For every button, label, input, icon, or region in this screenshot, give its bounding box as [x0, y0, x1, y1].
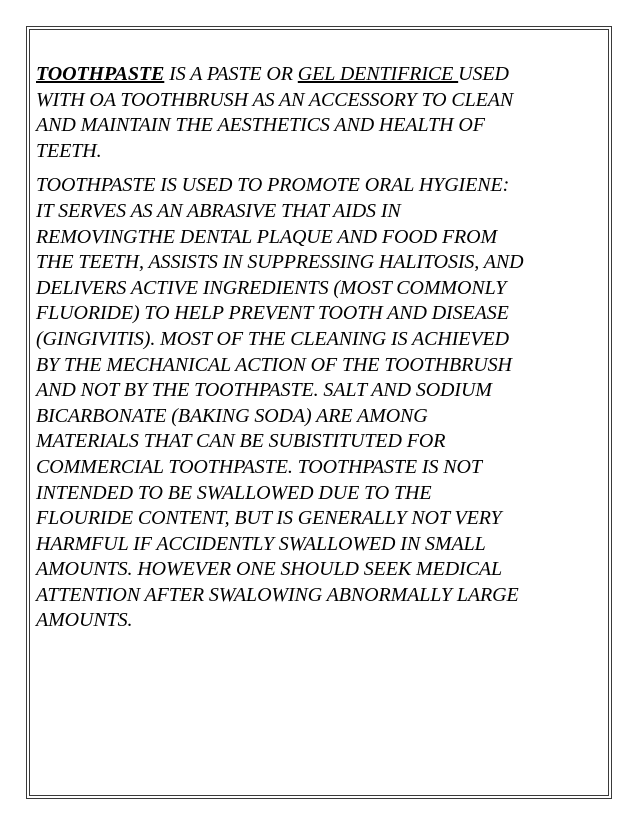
- paragraph-usage: [36, 173, 606, 634]
- underlined-term: GEL DENTIFRICE: [297, 63, 459, 85]
- paragraph-line: TOOTHPASTE IS USED TO PROMOTE ORAL HYGIENE:: [36, 174, 510, 197]
- paragraph-line: THE TEETH, ASSISTS IN SUPPRESSING HALITOSIS, AND: [36, 251, 524, 274]
- paragraph-line: IT SERVES AS AN ABRASIVE THAT AIDS IN: [36, 199, 401, 222]
- paragraph-line: AND MAINTAIN THE AESTHETICS AND HEALTH OF: [36, 114, 485, 137]
- paragraph-line: WITH OA TOOTHBRUSH AS AN ACCESSORY TO CLEAN: [36, 88, 514, 111]
- paragraph-line: AMOUNTS. HOWEVER ONE SHOULD SEEK MEDICAL: [36, 558, 502, 581]
- paragraph-line: COMMERCIAL TOOTHPASTE. TOOTHPASTE IS NOT: [36, 455, 482, 478]
- paragraph-line: (GINGIVITIS). MOST OF THE CLEANING IS ACHIEVED: [36, 327, 509, 350]
- paragraph-line: FLUORIDE) TO HELP PREVENT TOOTH AND DISEASE: [36, 302, 509, 325]
- paragraph-line: INTENDED TO BE SWALLOWED DUE TO THE: [36, 481, 432, 504]
- line-text: IS A PASTE OR: [164, 63, 298, 85]
- paragraph-line: BY THE MECHANICAL ACTION OF THE TOOTHBRUSH: [36, 353, 512, 376]
- document-body: [36, 62, 606, 634]
- paragraph-line: REMOVINGTHE DENTAL PLAQUE AND FOOD FROM: [36, 225, 498, 248]
- paragraph-line: HARMFUL IF ACCIDENTLY SWALLOWED IN SMALL: [36, 532, 486, 555]
- paragraph-line: BICARBONATE (BAKING SODA) ARE AMONG: [36, 404, 428, 427]
- term-toothpaste: TOOTHPASTE: [36, 63, 165, 85]
- line-text: USED: [458, 63, 509, 85]
- paragraph-line: DELIVERS ACTIVE INGREDIENTS (MOST COMMONLY: [36, 276, 507, 299]
- paragraph-line: ATTENTION AFTER SWALOWING ABNORMALLY LARGE: [36, 583, 519, 606]
- paragraph-line: AMOUNTS.: [36, 609, 133, 632]
- paragraph-line: FLOURIDE CONTENT, BUT IS GENERALLY NOT VERY: [36, 507, 502, 530]
- paragraph-definition: [36, 62, 606, 164]
- paragraph-line: AND NOT BY THE TOOTHPASTE. SALT AND SODIUM: [36, 379, 492, 402]
- paragraph-line: MATERIALS THAT CAN BE SUBISTITUTED FOR: [36, 430, 446, 453]
- paragraph-line: TEETH.: [36, 139, 102, 162]
- paragraph-line: [36, 62, 606, 88]
